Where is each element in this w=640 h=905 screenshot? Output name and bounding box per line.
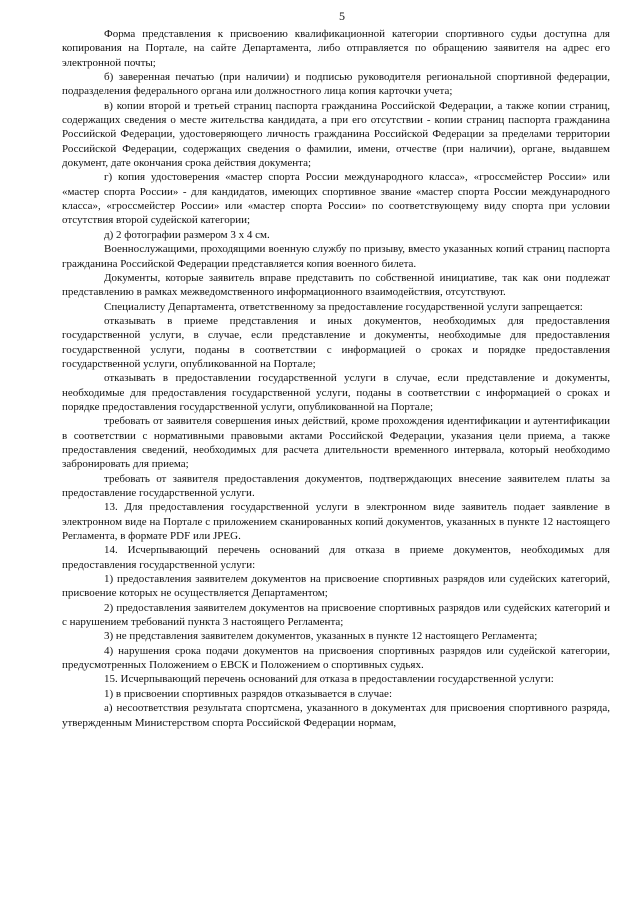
paragraph-prohibition-3: требовать от заявителя совершения иных действий, кроме прохождения идентификации и аутентификации в соответствии с нормативными правовыми актами Российской Федерации, указания цели приема, а также предоставления сведений, необходимых для расчета длительности временного интервала, который необходимо забронировать для приема; [62, 415, 610, 471]
paragraph-section-15-item-1: 1) в присвоении спортивных разрядов отказывается в случае: [104, 687, 392, 700]
paragraph-prohibitions-intro: Специалисту Департамента, ответственному за предоставление государственной услуги запрещается: [104, 300, 583, 313]
paragraph-prohibition-4: требовать от заявителя предоставления документов, подтверждающих внесение заявителем платы за предоставление государственной услуги. [62, 472, 610, 499]
paragraph-section-14-item-4: 4) нарушения срока подачи документов на присвоения спортивных разрядов или судейской категории, предусмотренных Положением о ЕВСК и Положением о спортивных судьях. [62, 644, 610, 672]
document-body [62, 27, 610, 730]
paragraph-section-15-item-1-a: а) несоответствия результата спортсмена, указанного в документах для присвоения спортивного разряда, утвержденным Министерством спорта Российской Федерации нормам, [62, 702, 610, 729]
paragraph-prohibition-1: отказывать в приеме представления и иных документов, необходимых для предоставления государственной услуги, в случае, если представление и документы, необходимые для предоставления государственной услуги, поданы в соответствии с информацией о сроках и порядке предоставления государственной услуги, опубликованной на Портале; [62, 314, 610, 370]
paragraph-section-13: 13. Для предоставления государственной услуги в электронном виде заявитель подает заявление в электронном виде на Портале с приложением сканированных копий документов, указанных в пункте 12 настоящего Регламента, в формате PDF или JPEG. [62, 501, 610, 543]
paragraph-form-submission: Форма представления к присвоению квалификационной категории спортивного судьи доступна для копирования на Портале, на сайте Департамента, либо отправляется по обращению заявителя на адрес его электронной почты; [62, 28, 610, 69]
paragraph-section-15: 15. Исчерпывающий перечень оснований для отказа в предоставлении государственной услуги: [104, 673, 554, 686]
paragraph-item-b: б) заверенная печатью (при наличии) и подписью руководителя региональной спортивной федерации, подразделения федерального органа или должностного лица копия карточки учета; [62, 71, 610, 98]
paragraph-item-g: г) копия удостоверения «мастер спорта России международного класса», «гроссмейстер России» или «мастер спорта России» - для кандидатов, имеющих спортивное звание «мастер спорта России международного класса», «гроссмейстер России» или «мастер спорта России» по соответствующему виду спорта при условии отсутствия второй судейской категории; [62, 171, 610, 227]
paragraph-section-14-item-3: 3) не представления заявителем документов, указанных в пункте 12 настоящего Регламента; [104, 630, 538, 643]
paragraph-item-v: в) копии второй и третьей страниц паспорта гражданина Российской Федерации, а также копии страниц, содержащих сведения о месте жительства кандидата, а при его отсутствии - копии страниц паспорта гражданина Российской Федерации, удостоверяющего личность гражданина Российской Федерации за пределами территории Российской Федерации, содержащих сведения о фамилии, имени, отчестве (при наличии), органе, выдавшем документ, дате окончания срока действия документа; [62, 99, 610, 170]
paragraph-military: Военнослужащими, проходящими военную службу по призыву, вместо указанных копий страниц паспорта гражданина Российской Федерации представляется копия военного билета. [62, 243, 610, 270]
paragraph-own-initiative: Документы, которые заявитель вправе представить по собственной инициативе, так как они подлежат представлению в рамках межведомственного информационного взаимодействия, отсутствуют. [62, 271, 610, 299]
paragraph-section-14: 14. Исчерпывающий перечень оснований для отказа в приеме документов, необходимых для предоставления государственной услуги: [62, 544, 610, 571]
paragraph-section-14-item-1: 1) предоставления заявителем документов на присвоение спортивных разрядов или судейских категорий, присвоение которых не осуществляется Департаментом; [62, 573, 610, 600]
paragraph-prohibition-2: отказывать в предоставлении государственной услуги в случае, если представление и документы, необходимые для предоставления государственной услуги, поданы в соответствии с информацией о сроках и порядке предоставления государственной услуги, опубликованной на Портале; [62, 372, 610, 413]
page-number: 5 [339, 9, 345, 23]
paragraph-section-14-item-2: 2) предоставления заявителем документов на присвоение спортивных разрядов или судейских категорий и с нарушением требований пункта 3 настоящего Регламента; [62, 601, 610, 629]
paragraph-item-d: д) 2 фотографии размером 3 х 4 см. [104, 228, 270, 241]
